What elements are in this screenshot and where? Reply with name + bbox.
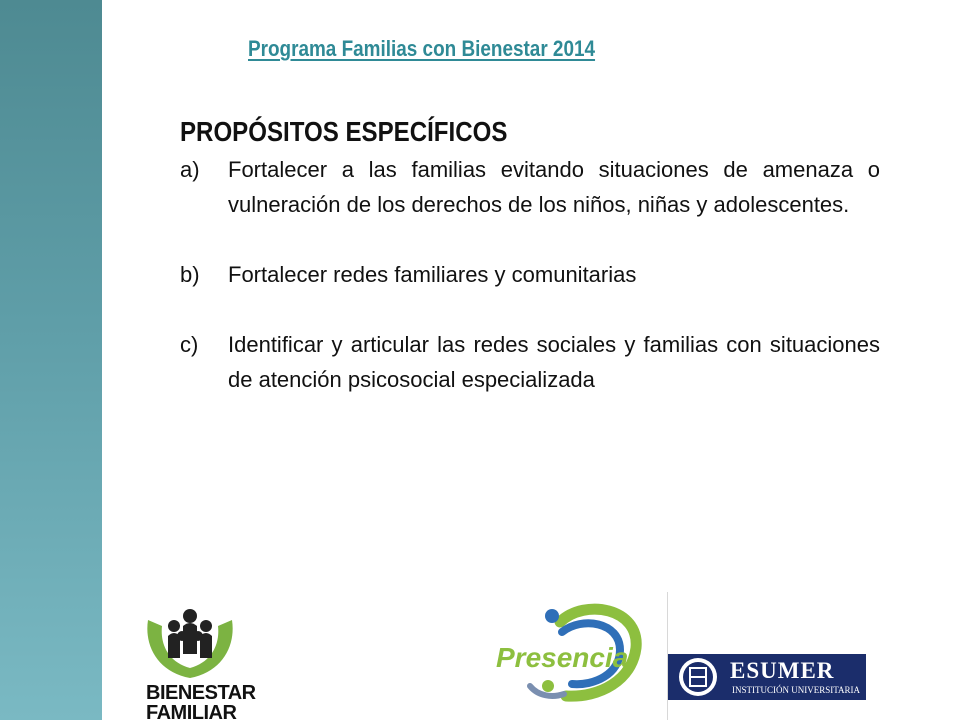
list-item-text: Identificar y articular las redes sociales y familias con situaciones de atención psicosocial especializada	[228, 332, 880, 392]
presencia-logo-text: Presencia	[496, 642, 629, 673]
esumer-seal-icon	[668, 654, 728, 700]
bienestar-familiar-logo	[140, 606, 256, 724]
bienestar-logo-line1: BIENESTAR	[146, 682, 256, 704]
list-item	[180, 257, 880, 292]
content-area	[180, 112, 880, 432]
list-marker: a)	[180, 157, 200, 182]
slide-title: Programa Familias con Bienestar 2014	[248, 36, 596, 61]
bienestar-family-icon	[140, 606, 250, 686]
section-heading: PROPÓSITOS ESPECÍFICOS	[180, 116, 508, 147]
esumer-logo-subtitle: INSTITUCIÓN UNIVERSITARIA	[732, 685, 861, 695]
presencia-logo	[490, 602, 650, 702]
purpose-list	[180, 152, 880, 397]
list-item-text: Fortalecer a las familias evitando situaciones de amenaza o vulneración de los derechos de los niños, niñas y adolescentes.	[228, 157, 880, 217]
list-item	[180, 327, 880, 397]
side-bar-decoration	[0, 0, 102, 720]
list-item	[180, 152, 880, 222]
esumer-logo-name: ESUMER	[730, 658, 835, 683]
list-marker: b)	[180, 262, 200, 287]
esumer-logo	[668, 654, 866, 700]
list-marker: c)	[180, 332, 199, 357]
list-item-text: Fortalecer redes familiares y comunitarias	[228, 262, 637, 287]
bienestar-logo-line2: FAMILIAR	[146, 702, 237, 724]
